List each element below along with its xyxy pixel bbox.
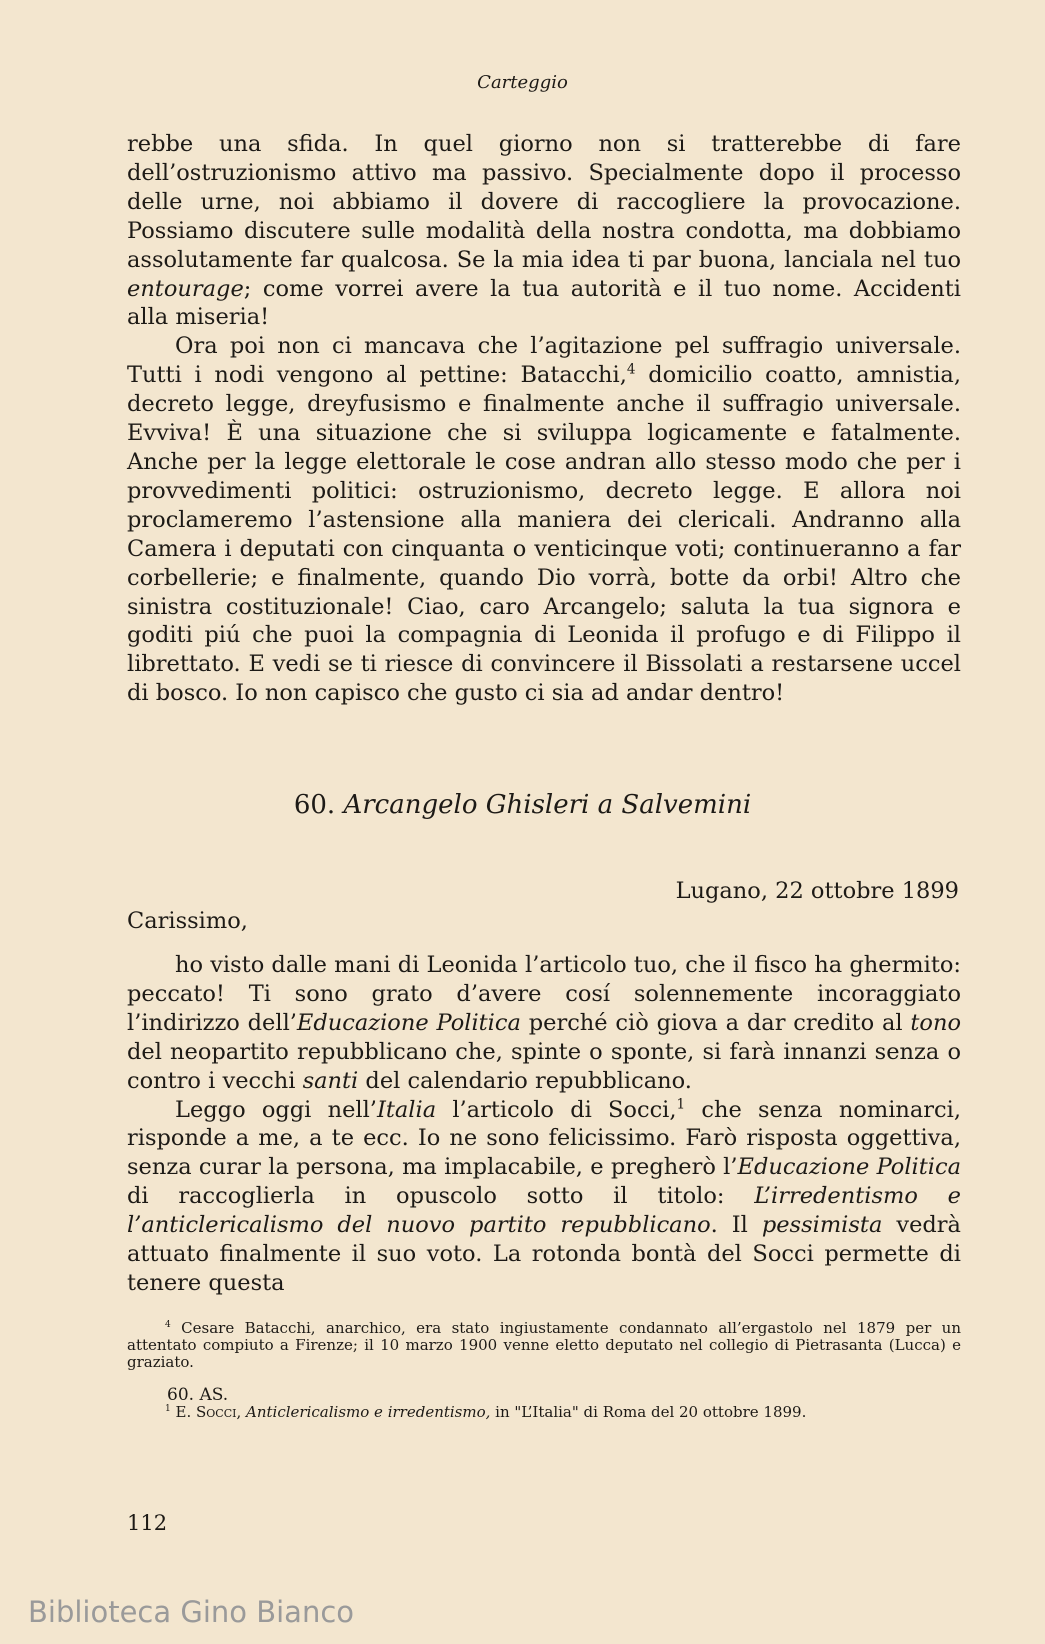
running-head: Carteggio [477, 72, 568, 93]
salutation: Carissimo, [127, 908, 248, 934]
paragraph: Ora poi non ci mancava che l’agitazione pel suffragio universale. Tutti i nodi vengono al pettine: Batacchi,$^4$ domicilio coatto, amnistia, decreto legge, dreyfusismo e finalmente anche il suffragio universale. Evviva! È una situazione che si sviluppa logicamente e fatalmente. Anche per la legge elettorale le cose andran allo stesso modo che per i provvedimenti politici: ostruzionismo, decreto legge. E allora noi proclameremo l’astensione alla maniera dei clericali. Andranno alla Camera i deputati con cinquanta o venticinque voti; continueranno a far corbellerie; e finalmente, quando Dio vorrà, botte da orbi! Altro che sinistra costituzionale! Ciao, caro Arcangelo; saluta la tua signora e goditi piú che puoi la compagnia di Leonida il profugo e di Filippo il librettato. E vedi se ti riesce di convincere il Bissolati a restarsene uccel di bosco. Io non capisco che gusto ci sia ad andar dentro! [127, 333, 961, 707]
footnote-1: $^1$ E. Socci, Anticlericalismo e irredentismo, in "L’Italia" di Roma del 20 ottobre 1899. [165, 1403, 807, 1421]
letter-number: 60. [293, 790, 336, 820]
footnote-4: $^4$ Cesare Batacchi, anarchico, era stato ingiustamente condannato all’ergastolo nel 1879 per un attentato compiuto a Firenze; il 10 marzo 1900 venne eletto deputato nel collegio di Pietrasanta (Lucca) e graziato. [127, 1319, 961, 1371]
document-reference: 60. AS. [167, 1385, 229, 1405]
paragraph: rebbe una sfida. In quel giorno non si tratterebbe di fare dell’ostruzionismo attivo ma passivo. Specialmente dopo il processo delle urne, noi abbiamo il dovere di raccogliere la provocazione. Possiamo discutere sulle modalità della nostra condotta, ma dobbiamo assolutamente far qualcosa. Se la mia idea ti par buona, lanciala nel tuo entourage; come vorrei avere la tua autorità e il tuo nome. Accidenti alla miseria! [127, 131, 961, 331]
place-date: Lugano, 22 ottobre 1899 [675, 878, 959, 904]
footnote-ref: 4 [626, 361, 636, 378]
footnotes [127, 1320, 961, 1421]
library-watermark: Biblioteca Gino Bianco [28, 1595, 355, 1629]
footnote-ref: 1 [676, 1096, 686, 1113]
page-number: 112 [127, 1511, 168, 1535]
letter-heading [0, 790, 1045, 820]
letter-body [127, 951, 961, 1298]
letter-title: Arcangelo Ghisleri a Salvemini [343, 790, 752, 820]
letter-continuation [127, 130, 961, 708]
paragraph: Leggo oggi nell’Italia l’articolo di Socci,$^1$ che senza nominarci, risponde a me, a te ecc. Io ne sono felicissimo. Farò risposta oggettiva, senza curar la persona, ma implacabile, e pregherò l’Educazione Politica di raccoglierla in opuscolo sotto il titolo: L’irredentismo e l’anticlericalismo del nuovo partito repubblicano. Il pessimista vedrà attuato finalmente il suo voto. La rotonda bontà del Socci permette di tenere questa [127, 1096, 961, 1296]
paragraph: ho visto dalle mani di Leonida l’articolo tuo, che il fisco ha ghermito: peccato! Ti sono grato d’avere cosí solennemente incoraggiato l’indirizzo dell’Educazione Politica perché ciò giova a dar credito al tono del neopartito repubblicano che, spinte o sponte, si farà innanzi senza o contro i vecchi santi del calendario repubblicano. [127, 952, 962, 1094]
